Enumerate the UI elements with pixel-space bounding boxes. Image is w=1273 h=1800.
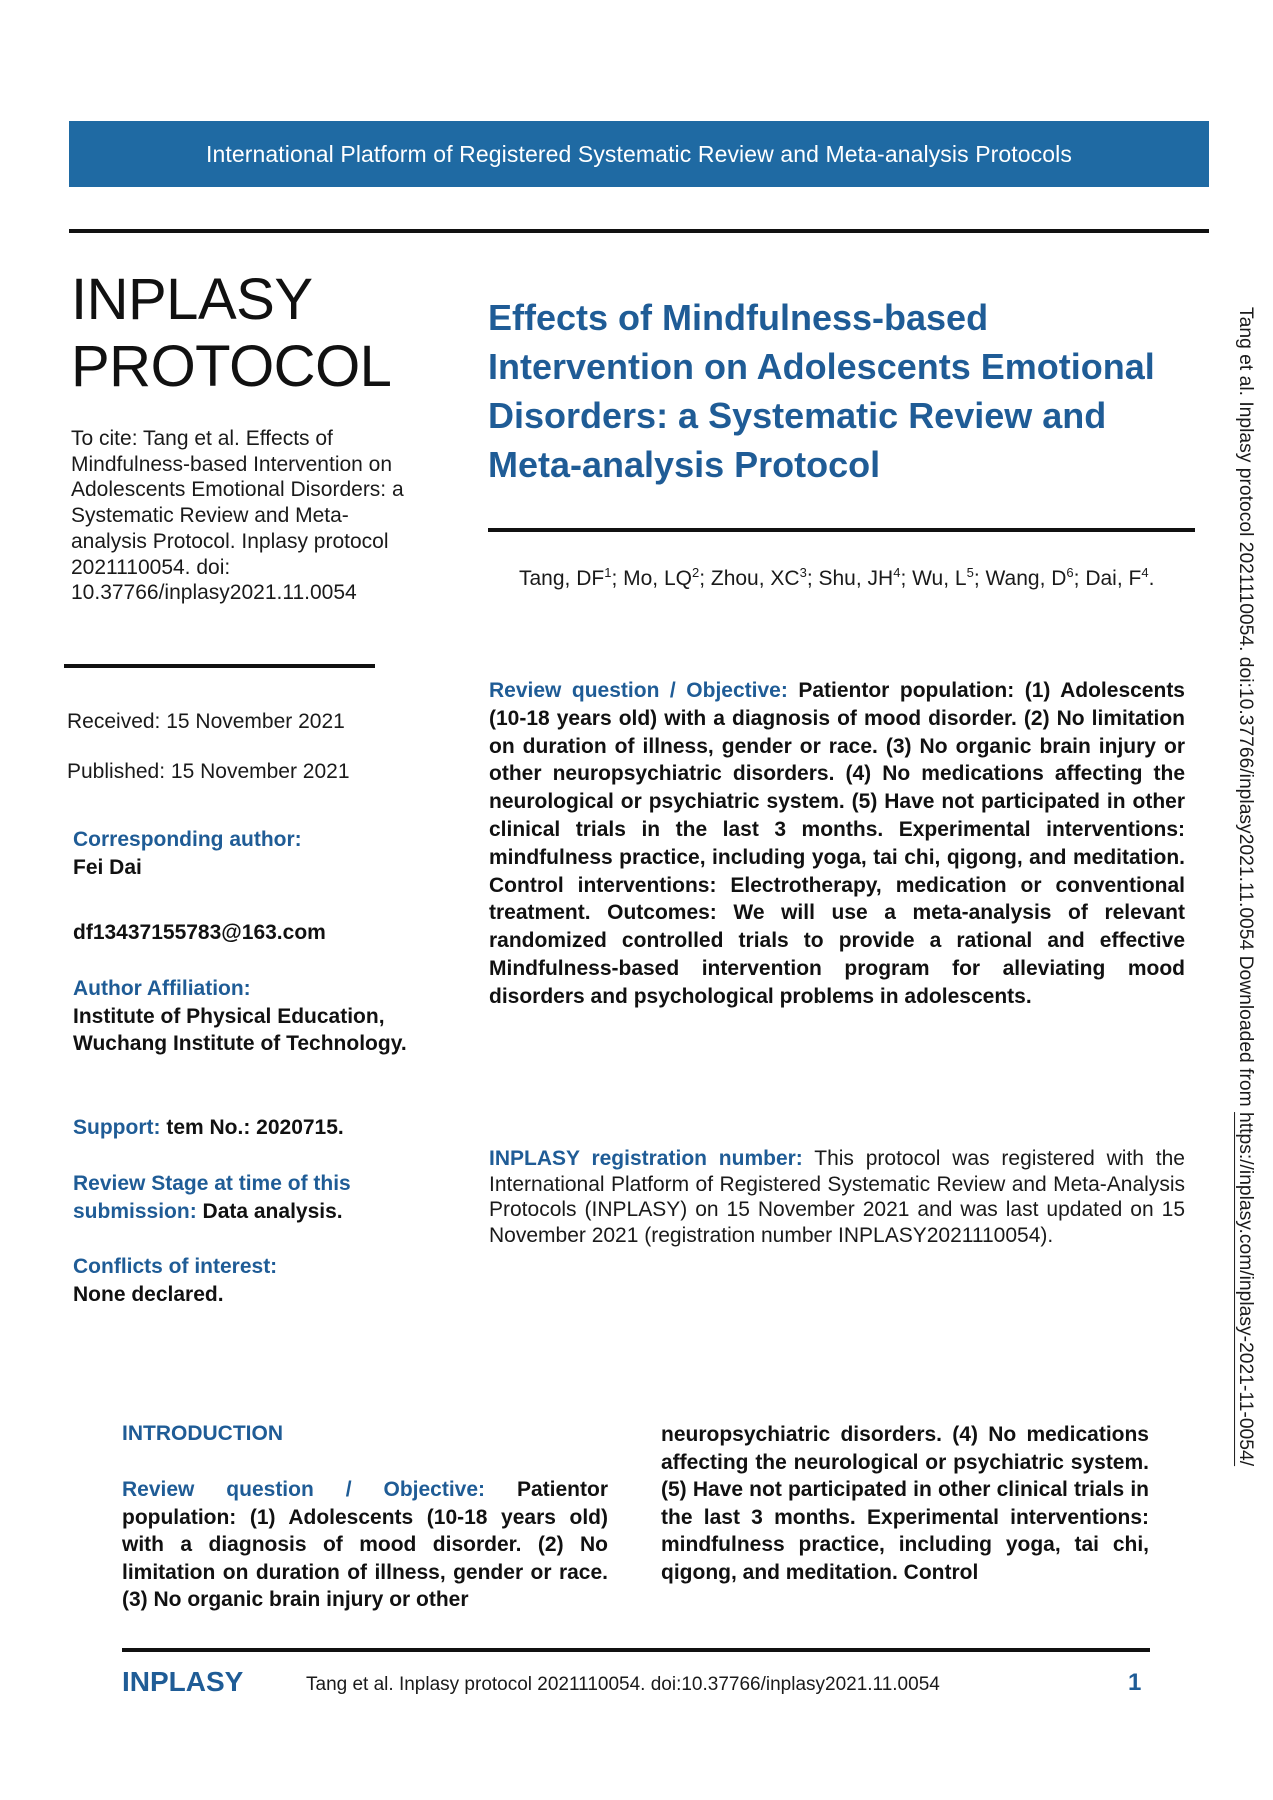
corresponding-author-name: Fei Dai [73, 855, 142, 879]
corresponding-author-label: Corresponding author: [73, 828, 302, 851]
author-affiliation-number: 4 [1141, 565, 1149, 580]
published-date: Published: 15 November 2021 [67, 760, 350, 783]
author-separator: . [1148, 567, 1155, 590]
author-separator: ; [1073, 567, 1086, 590]
author-separator: ; [611, 567, 624, 590]
author-name: Dai, F [1085, 567, 1142, 590]
author-name: Wang, D [985, 567, 1067, 590]
platform-banner: International Platform of Registered Systematic Review and Meta-analysis Protocols [69, 121, 1209, 187]
side-download-link[interactable]: https://inplasy.com/inplasy-2021-11-0054/ [1235, 1112, 1256, 1467]
paper-title: Effects of Mindfulness-based Intervention on Adolescents Emotional Disorders: a Systematic Review and Meta-analysis Protocol [488, 297, 1155, 485]
footer-divider [122, 1648, 1150, 1652]
objective-label: Review question / Objective: [489, 679, 788, 702]
author-name: Tang, DF [519, 567, 605, 590]
author-affiliation-number: 2 [691, 565, 700, 580]
protocol-heading-line2: PROTOCOL [71, 334, 392, 399]
author-email [73, 919, 418, 947]
author-separator: ; [973, 567, 986, 590]
author-list [519, 559, 1189, 593]
intro-left-text: Patientor population: (1) Adolescents (10-18 years old) with a diagnosis of mood disorder. (2) No limitation on duration of illness, gender or race. (3) No organic brain injury or other [122, 1478, 608, 1611]
introduction-right-column: neuropsychiatric disorders. (4) No medications affecting the neurological or psychiatric system. (5) Have not participated in other clinical trials in the last 3 months. Experimental interventions: mindfulness practice, including yoga, tai chi, qigong, and meditation. Control [661, 1423, 1149, 1584]
left-divider [64, 664, 375, 668]
conflicts-label: Conflicts of interest: [73, 1255, 278, 1278]
support [73, 1114, 418, 1142]
registration-info [489, 1146, 1185, 1248]
received-date: Received: 15 November 2021 [67, 710, 345, 733]
footer-brand: INPLASY [122, 1666, 244, 1697]
author-name: Mo, LQ [623, 567, 692, 590]
review-objective [489, 677, 1185, 1011]
author-affiliation-number: 6 [1066, 565, 1074, 580]
author-affiliation-number: 4 [893, 565, 901, 580]
registration-label: INPLASY registration number: [489, 1147, 803, 1170]
introduction-left-column [122, 1476, 608, 1614]
support-text: tem No.: 2020715. [166, 1116, 344, 1139]
author-name: Shu, JH [818, 567, 894, 590]
page-number: 1 [1128, 1669, 1142, 1696]
footer-citation: Tang et al. Inplasy protocol 2021110054. doi:10.37766/inplasy2021.11.0054 [306, 1674, 940, 1695]
top-divider [69, 229, 1209, 233]
author-separator: ; [699, 567, 711, 590]
conflicts-of-interest [73, 1253, 418, 1308]
author-email-text[interactable]: df13437155783@163.com [73, 921, 326, 944]
objective-text: Patientor population: (1) Adolescents (10-18 years old) with a diagnosis of mood disorder. (2) No limitation on duration of illness, gender or race. (3) No organic brain injury or other neuropsychiatric disorders. (4) No medications affecting the neurological or psychiatric system. (5) Have not participated in other clinical trials in the last 3 months. Experimental interventions: mindfulness practice, including yoga, tai chi, qigong, and meditation. Control interventions: Electrotherapy, medication or conventional treatment. Outcomes: We will use a meta-analysis of relevant randomized controlled trials to provide a rational and effective Mindfulness-based intervention program for alleviating mood disorders and psychological problems in adolescents. [489, 679, 1185, 1008]
intro-objective-label: Review question / Objective: [122, 1478, 486, 1501]
side-note-text: Tang et al. Inplasy protocol 2021110054. doi:10.37766/inplasy2021.11.0054 Downloaded from [1235, 307, 1256, 1113]
author-affiliation-number: 1 [604, 565, 612, 580]
review-stage [73, 1170, 418, 1225]
author-affiliation-number: 5 [966, 565, 974, 580]
protocol-heading [71, 266, 411, 400]
review-stage-label: Review Stage at time of this submission: [73, 1172, 351, 1223]
author-affiliation-number: 3 [799, 565, 807, 580]
affiliation-label: Author Affiliation: [73, 977, 251, 1000]
conflicts-text: None declared. [73, 1282, 224, 1306]
corresponding-author [73, 826, 418, 881]
side-download-note [1234, 307, 1256, 1466]
introduction-heading: INTRODUCTION [122, 1422, 283, 1445]
author-name: Zhou, XC [710, 567, 800, 590]
registration-text: This protocol was registered with the International Platform of Registered Systematic Review and Meta-Analysis Protocols (INPLASY) on 15 November 2021 and was last updated on 15 November 2021 (registration number INPLASY2021110054). [489, 1147, 1185, 1247]
author-name: Wu, L [912, 567, 967, 590]
citation: To cite: Tang et al. Effects of Mindfulness-based Intervention on Adolescents Emotional Disorders: a Systematic Review and Meta-analysis Protocol. Inplasy protocol 2021110054. doi: 10.37766/inplasy2021.11.0054 [71, 427, 404, 605]
review-stage-text: Data analysis. [202, 1199, 343, 1223]
support-label: Support: [73, 1116, 161, 1139]
protocol-heading-line1: INPLASY [71, 267, 313, 332]
author-separator: ; [900, 567, 913, 590]
author-affiliation [73, 975, 418, 1058]
title-divider [488, 528, 1195, 532]
affiliation-text: Institute of Physical Education, Wuchang Institute of Technology. [73, 1004, 407, 1055]
author-separator: ; [806, 567, 819, 590]
